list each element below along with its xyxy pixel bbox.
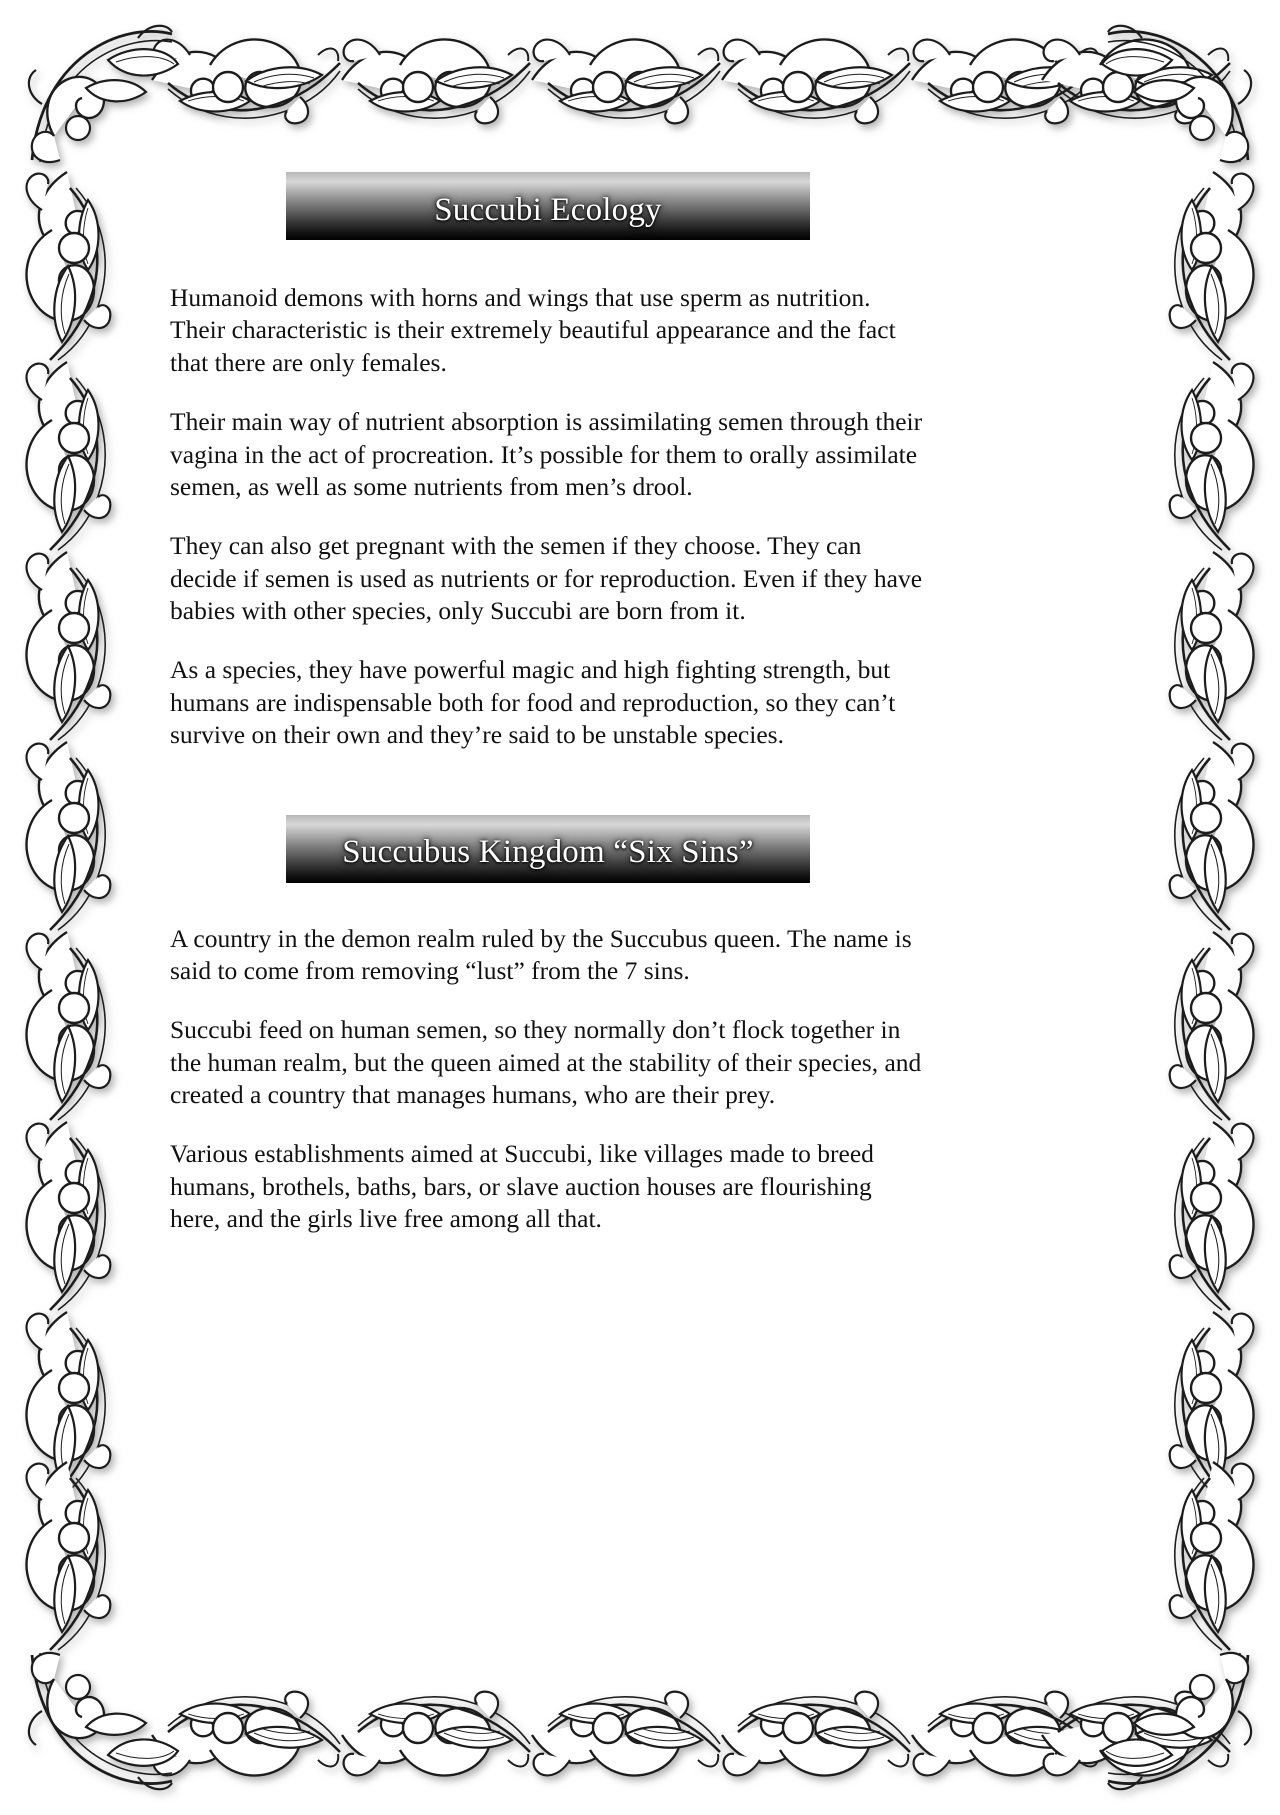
border-corner-top-left [29, 26, 178, 162]
paragraph: Various establishments aimed at Succubi, like villages made to breed humans, brothels, baths, bars, or slave auction houses are flourishing here, and the girls live free among all that. [170, 1139, 874, 1234]
paragraph: Succubi feed on human semen, so they normally don’t flock together in the human realm, but the queen aimed at the stability of their species, and created a country that manages humans, who are their prey. [170, 1015, 922, 1109]
top-spacer [168, 0, 928, 172]
section-heading: Succubi Ecology [434, 191, 662, 228]
section-banner-succubus-kingdom [286, 815, 810, 883]
section-body-succubi-ecology [168, 282, 928, 752]
heading-body-spacer [168, 883, 928, 923]
paragraph: Humanoid demons with horns and wings that use sperm as nutrition. Their characteristic is their extremely beautiful appearance and the fact that there are only females. [170, 283, 896, 377]
border-left [26, 172, 110, 1650]
document-content [168, 0, 928, 1263]
section-banner-succubi-ecology [286, 172, 810, 240]
paragraph: A country in the demon realm ruled by the Succubus queen. The name is said to come from removing “lust” from the 7 sins. [170, 923, 912, 985]
border-corner-top-right [1102, 26, 1251, 162]
heading-body-spacer [168, 240, 928, 282]
border-corner-bottom-left [29, 1653, 178, 1789]
paragraph: They can also get pregnant with the semen if they choose. They can decide if semen is used as nutrients or for reproduction. Even if they have babies with other species, only Succubi are born from it. [170, 531, 923, 625]
border-bottom [152, 1692, 1230, 1776]
section-body-succubus-kingdom [168, 923, 928, 1236]
section-heading: Succubus Kingdom “Six Sins” [342, 834, 754, 870]
section-gap [168, 779, 928, 815]
border-corner-bottom-right [1102, 1653, 1251, 1789]
border-right [1170, 172, 1254, 1650]
paragraph: As a species, they have powerful magic and high fighting strength, but humans are indispensable both for food and reproduction, so they can’t survive on their own and they’re said to be unstable species. [170, 655, 896, 750]
paragraph: Their main way of nutrient absorption is assimilating semen through their vagina in the act of procreation. It’s possible for them to orally assimilate semen, as well as some nutrients from men’s drool. [170, 407, 923, 501]
